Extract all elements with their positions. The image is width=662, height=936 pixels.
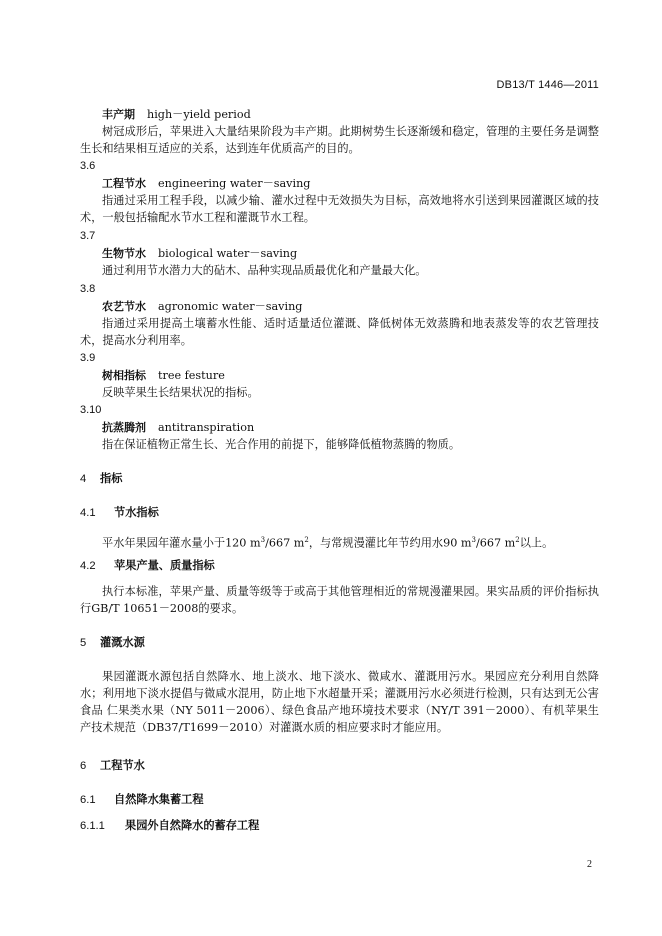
term-number: 3.9 [80, 352, 96, 364]
term-title [80, 245, 599, 262]
term-en: tree festure [158, 369, 225, 382]
text-part: /667 m [475, 536, 516, 550]
term-cn: 农艺节水 [102, 300, 146, 313]
term-definition: 指通过采用工程手段，以减少输、灌水过程中无效损失为目标，高效地将水引送到果园灌溉区域的技术，一般包括输配水节水工程和灌溉节水工程。 [80, 194, 599, 224]
yield-quality-index-text: 执行本标准，苹果产量、质量等级等于或高于其他管理相近的常规漫灌果园。果实品质的评价指标执行GB/T 10651－2008的要求。 [80, 585, 599, 615]
water-saving-index-text [80, 532, 599, 552]
section-heading-6-1 [80, 791, 599, 809]
section-heading-4 [80, 470, 599, 488]
term-en: engineering water－saving [158, 177, 311, 190]
term-number: 3.8 [80, 283, 96, 295]
section-title: 苹果产量、质量指标 [114, 559, 215, 572]
term-number: 3.10 [80, 404, 102, 416]
section-title: 工程节水 [100, 759, 145, 772]
section-number: 4 [80, 473, 87, 485]
term-en: agronomic water－saving [158, 300, 303, 313]
superscript: 2 [304, 536, 309, 544]
text-part: 平水年果园年灌水量小于120 m [102, 536, 261, 550]
section-number: 4.1 [80, 507, 96, 519]
term-number: 3.6 [80, 160, 96, 172]
term-3-10 [80, 402, 599, 453]
term-title [80, 106, 599, 123]
term-cn: 生物节水 [102, 247, 146, 260]
superscript: 2 [515, 536, 520, 544]
irrigation-source-text: 果园灌溉水源包括自然降水、地上淡水、地下淡水、微咸水、灌溉用污水。果园应充分利用自然降水；利用地下淡水提倡与微咸水混用，防止地下水超量开采；灌溉用污水必须进行检测，只有达到无公害食品 仁果类水果（NY 5011－2006）、绿色食品产地环境技术要求（NY/T 391－2000）、有机苹果生产技术规范（DB37/T1699－2010）对灌溉水质的相应要求时才能应用。 [80, 670, 599, 734]
document-code-header: DB13/T 1446—2011 [496, 79, 599, 91]
section-heading-6 [80, 757, 599, 775]
section-heading-5 [80, 634, 599, 652]
term-definition: 反映苹果生长结果状况的指标。 [102, 386, 259, 399]
text-part: /667 m [265, 536, 305, 550]
term-cn: 树相指标 [102, 369, 146, 382]
term-en: high－yield period [147, 108, 251, 121]
term-3-9 [80, 350, 599, 401]
term-title [80, 175, 599, 192]
term-3-8 [80, 281, 599, 349]
term-title [80, 367, 599, 384]
term-en: biological water－saving [158, 247, 298, 260]
term-3-7 [80, 228, 599, 279]
section-number: 6.1 [80, 794, 96, 806]
section-number: 6 [80, 760, 87, 772]
section-heading-6-1-1 [80, 817, 599, 835]
section-heading-4-1 [80, 504, 599, 522]
section-number: 6.1.1 [80, 820, 105, 832]
text-part: ，与常规漫灌比年节约用水90 m [308, 536, 472, 550]
term-en: antitranspiration [158, 421, 255, 434]
term-definition: 指通过采用提高土壤蓄水性能、适时适量适位灌溉、降低树体无效蒸腾和地表蒸发等的农艺管理技术，提高水分利用率。 [80, 317, 599, 347]
term-cn: 丰产期 [102, 108, 135, 121]
term-number: 3.7 [80, 230, 96, 242]
superscript: 3 [471, 536, 476, 544]
page-number: 2 [587, 859, 592, 870]
section-number: 4.2 [80, 560, 96, 572]
term-cn: 抗蒸腾剂 [102, 421, 146, 434]
section-title: 自然降水集蓄工程 [114, 793, 204, 806]
section-title: 指标 [100, 472, 123, 485]
term-definition: 树冠成形后，苹果进入大量结果阶段为丰产期。此期树势生长逐渐缓和稳定，管理的主要任务是调整生长和结果相互适应的关系，达到连年优质高产的目的。 [80, 125, 599, 155]
term-cn: 工程节水 [102, 177, 146, 190]
section-heading-4-2 [80, 557, 599, 575]
term-title [80, 298, 599, 315]
section-title: 果园外自然降水的蓄存工程 [125, 819, 260, 832]
term-definition: 通过利用节水潜力大的砧木、品种实现品质最优化和产量最大化。 [102, 264, 427, 277]
term-title [80, 419, 599, 436]
section-title: 灌溉水源 [100, 636, 145, 649]
superscript: 3 [260, 536, 266, 544]
text-part: 以上。 [519, 536, 554, 550]
term-3-6 [80, 158, 599, 226]
section-title: 节水指标 [114, 506, 159, 519]
section-number: 5 [80, 637, 87, 649]
term-3-5 [80, 106, 599, 157]
term-definition: 指在保证植物正常生长、光合作用的前提下，能够降低植物蒸腾的物质。 [102, 438, 461, 451]
